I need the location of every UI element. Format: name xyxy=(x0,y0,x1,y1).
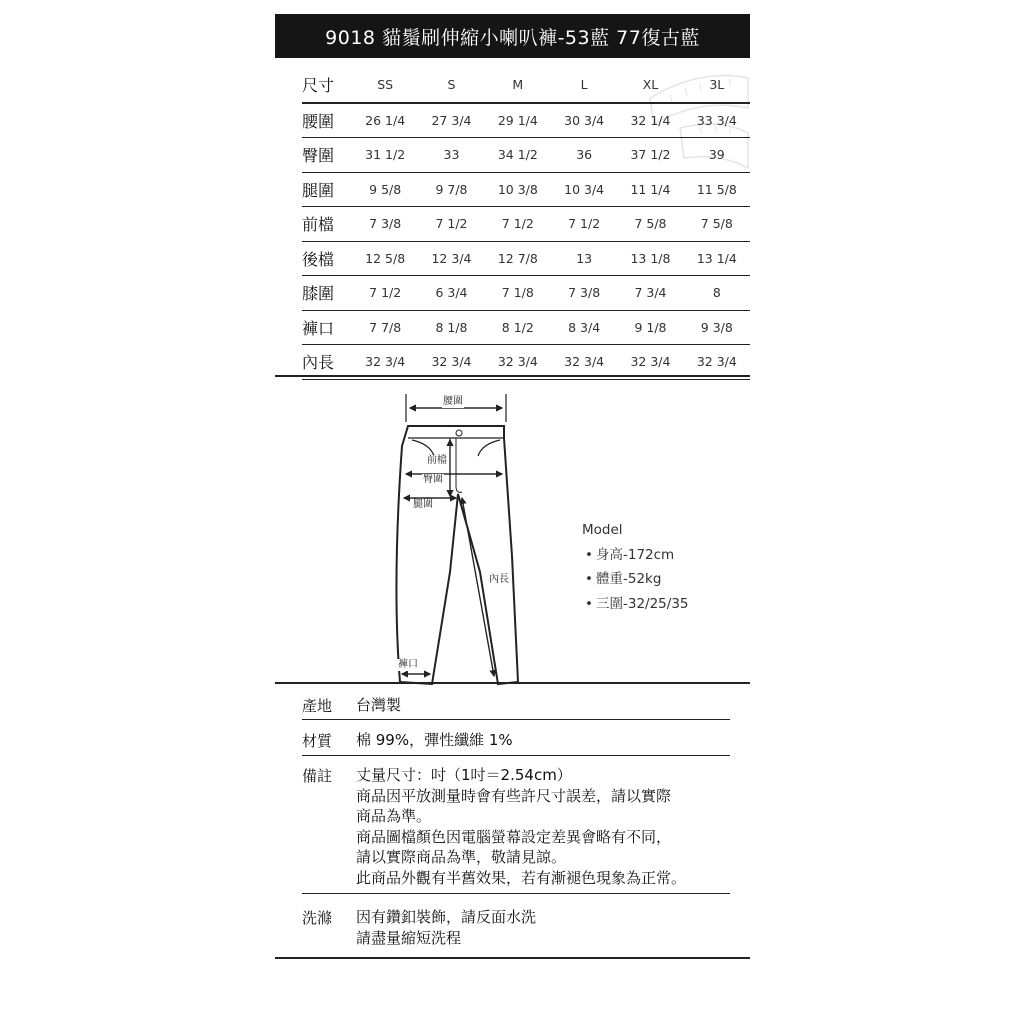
table-cell: 37 1/2 xyxy=(617,138,683,173)
size-col-3l: 3L xyxy=(684,68,750,103)
table-cell: 7 7/8 xyxy=(352,310,418,345)
table-cell: 34 1/2 xyxy=(485,138,551,173)
table-row xyxy=(302,310,750,345)
notes-line: 丈量尺寸：吋（1吋＝2.54cm） xyxy=(356,766,572,784)
notes-line: 商品因平放測量時會有些許尺寸誤差，請以實際 xyxy=(356,786,672,805)
table-cell: 36 xyxy=(551,138,617,173)
row-label: 腿圍 xyxy=(302,172,352,207)
material-label: 材質 xyxy=(302,732,333,750)
model-item-measurements: • 三圍-32/25/35 xyxy=(582,592,689,617)
row-label: 腰圍 xyxy=(302,103,352,138)
product-title: 9018 貓鬚刷伸縮小喇叭褲-53藍 77復古藍 xyxy=(275,14,750,58)
table-cell: 32 3/4 xyxy=(684,345,750,380)
bullet-icon: • xyxy=(585,571,593,587)
notes-label: 備註 xyxy=(302,767,333,785)
wash-line: 請盡量縮短洗程 xyxy=(356,928,462,947)
table-cell: 33 3/4 xyxy=(684,103,750,138)
bullet-icon: • xyxy=(585,546,593,563)
table-row xyxy=(302,103,750,138)
row-label: 膝圍 xyxy=(302,276,352,311)
size-col-m: M xyxy=(485,68,551,103)
table-cell: 11 1/4 xyxy=(617,172,683,207)
origin-value: 台灣製 xyxy=(356,696,402,714)
diagram-label-hem: 褲口 xyxy=(398,659,418,670)
diagram-label-hip: 臀圍 xyxy=(423,474,443,485)
table-cell: 8 1/2 xyxy=(485,310,551,345)
wash-label: 洗滌 xyxy=(302,909,333,927)
table-row xyxy=(302,241,750,276)
model-info xyxy=(582,518,689,616)
model-heading: Model xyxy=(582,522,623,538)
section-divider xyxy=(275,375,750,377)
table-row xyxy=(302,276,750,311)
table-row xyxy=(302,345,750,380)
table-cell: 32 3/4 xyxy=(551,345,617,380)
size-col-ss: SS xyxy=(352,68,418,103)
size-col-l: L xyxy=(551,68,617,103)
diagram-label-thigh: 腿圍 xyxy=(413,499,433,510)
notes-line: 請以實際商品為準，敬請見諒。 xyxy=(356,848,567,866)
diagram-label-inseam: 內長 xyxy=(489,574,509,585)
table-cell: 10 3/8 xyxy=(485,172,551,207)
table-cell: 9 1/8 xyxy=(617,310,683,345)
table-cell: 9 5/8 xyxy=(352,172,418,207)
table-cell: 9 3/8 xyxy=(684,310,750,345)
size-col-s: S xyxy=(418,68,484,103)
notes-line: 商品為準。 xyxy=(356,807,432,825)
table-cell: 33 xyxy=(418,138,484,173)
table-cell: 12 3/4 xyxy=(418,241,484,276)
table-cell: 29 1/4 xyxy=(485,103,551,138)
table-cell: 32 3/4 xyxy=(352,345,418,380)
table-cell: 30 3/4 xyxy=(551,103,617,138)
table-cell: 31 1/2 xyxy=(352,138,418,173)
table-cell: 13 1/4 xyxy=(684,241,750,276)
model-item-height: • 身高-172cm xyxy=(582,543,689,568)
table-row xyxy=(302,138,750,173)
table-cell: 13 1/8 xyxy=(617,241,683,276)
table-cell: 7 5/8 xyxy=(617,207,683,242)
table-cell: 27 3/4 xyxy=(418,103,484,138)
table-cell: 8 1/8 xyxy=(418,310,484,345)
table-cell: 7 3/4 xyxy=(617,276,683,311)
row-label: 褲口 xyxy=(302,310,352,345)
table-cell: 7 3/8 xyxy=(551,276,617,311)
table-row xyxy=(302,207,750,242)
table-cell: 7 1/2 xyxy=(551,207,617,242)
wash-value xyxy=(356,907,536,948)
table-cell: 8 xyxy=(684,276,750,311)
size-header-label: 尺寸 xyxy=(302,68,352,103)
section-divider xyxy=(275,682,750,684)
table-cell: 6 3/4 xyxy=(418,276,484,311)
table-cell: 13 xyxy=(551,241,617,276)
diagram-label-front-rise: 前檔 xyxy=(427,455,447,466)
table-cell: 9 7/8 xyxy=(418,172,484,207)
table-cell: 32 3/4 xyxy=(418,345,484,380)
table-cell: 32 3/4 xyxy=(485,345,551,380)
diagram-label-waist: 腰圍 xyxy=(443,396,463,407)
notes-line: 此商品外觀有半舊效果，若有漸褪色現象為正常。 xyxy=(356,868,687,887)
pants-outline xyxy=(390,386,550,686)
material-value: 棉 99%，彈性纖維 1% xyxy=(356,731,513,749)
bullet-icon: • xyxy=(585,595,593,612)
notes-value xyxy=(356,765,756,888)
row-divider xyxy=(302,893,730,894)
size-col-xl: XL xyxy=(617,68,683,103)
row-label: 臀圍 xyxy=(302,138,352,173)
row-label: 前檔 xyxy=(302,207,352,242)
table-cell: 10 3/4 xyxy=(551,172,617,207)
row-label: 後檔 xyxy=(302,241,352,276)
size-table xyxy=(302,68,750,380)
section-divider xyxy=(275,957,750,959)
row-divider xyxy=(302,719,730,720)
table-cell: 39 xyxy=(684,138,750,173)
table-cell: 7 3/8 xyxy=(352,207,418,242)
table-cell: 7 1/8 xyxy=(485,276,551,311)
table-cell: 32 1/4 xyxy=(617,103,683,138)
origin-label: 產地 xyxy=(302,697,333,715)
wash-line: 因有鑽釦裝飾，請反面水洗 xyxy=(356,908,537,926)
row-label: 內長 xyxy=(302,345,352,380)
table-cell: 8 3/4 xyxy=(551,310,617,345)
table-row xyxy=(302,172,750,207)
table-cell: 26 1/4 xyxy=(352,103,418,138)
model-item-weight: • 體重-52kg xyxy=(582,567,689,592)
row-divider xyxy=(302,755,730,756)
table-cell: 12 5/8 xyxy=(352,241,418,276)
table-cell: 11 5/8 xyxy=(684,172,750,207)
table-cell: 32 3/4 xyxy=(617,345,683,380)
table-cell: 7 1/2 xyxy=(485,207,551,242)
table-cell: 7 5/8 xyxy=(684,207,750,242)
pants-diagram xyxy=(390,386,550,686)
size-header-row xyxy=(302,68,750,103)
notes-line: 商品圖檔顏色因電腦螢幕設定差異會略有不同， xyxy=(356,827,672,846)
table-cell: 7 1/2 xyxy=(418,207,484,242)
table-cell: 12 7/8 xyxy=(485,241,551,276)
table-cell: 7 1/2 xyxy=(352,276,418,311)
